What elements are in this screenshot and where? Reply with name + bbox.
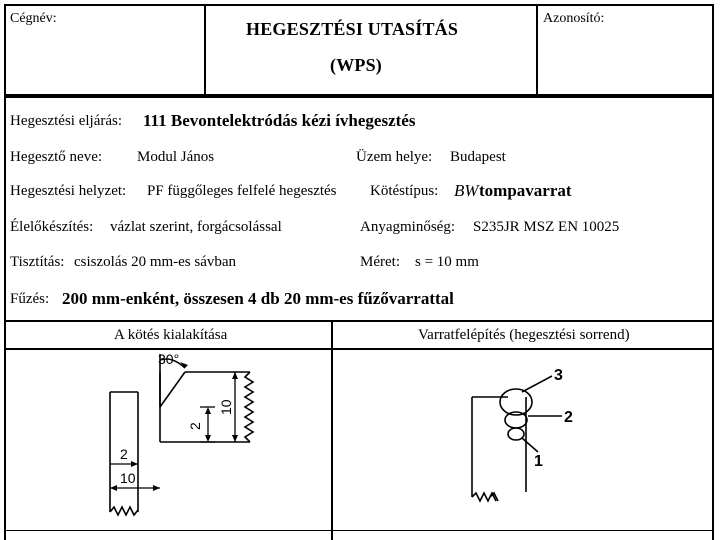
id-label: Azonosító: — [543, 11, 605, 26]
welder-label: Hegesztő neve: — [10, 149, 103, 165]
pass-1-label: 1 — [534, 453, 543, 470]
material-value: S235JR MSZ EN 10025 — [473, 219, 620, 235]
size-label: Méret: — [360, 254, 400, 270]
root-gap-label: 2 — [120, 446, 128, 462]
pass-3-label: 3 — [554, 367, 563, 384]
thickness-label: 10 — [120, 470, 136, 486]
lower-bottom-rule — [4, 530, 714, 531]
weld-sequence-sketch — [460, 352, 660, 527]
document-title-abbrev: (WPS) — [330, 55, 382, 75]
position-label: Hegesztési helyzet: — [10, 183, 127, 199]
tack-value: 200 mm-enként, összesen 4 db 20 mm-es fűzővarrattal — [62, 289, 454, 308]
joint-design-title: A kötés kialakítása — [114, 327, 228, 343]
header-divider-left — [204, 4, 206, 96]
plant-label: Üzem helye: — [356, 149, 433, 165]
joint-design-sketch — [90, 352, 330, 527]
pass-2-label: 2 — [564, 409, 573, 426]
tack-label: Fűzés: — [10, 291, 50, 307]
document-title: HEGESZTÉSI UTASÍTÁS — [246, 19, 459, 39]
size-value: s = 10 mm — [415, 254, 479, 270]
joint-type-label: Kötéstípus: — [370, 183, 439, 199]
weld-sequence-title: Varratfelépítés (hegesztési sorrend) — [418, 327, 630, 343]
joint-type-code: BW — [454, 181, 479, 200]
cleaning-value: csiszolás 20 mm-es sávban — [74, 254, 237, 270]
lower-right-border — [712, 350, 714, 540]
cleaning-label: Tisztítás: — [10, 254, 65, 270]
edge-prep-value: vázlat szerint, forgácsolással — [110, 219, 282, 235]
position-value: PF függőleges felfelé hegesztés — [147, 183, 337, 199]
plant-value: Budapest — [450, 149, 506, 165]
edge-prep-label: Élelőkészítés: — [10, 219, 94, 235]
angle-label: 30° — [158, 352, 180, 367]
bevel-height-label: 10 — [218, 399, 234, 415]
header-frame — [4, 4, 714, 96]
process-label: Hegesztési eljárás: — [10, 113, 123, 129]
lower-left-border — [4, 350, 6, 540]
company-label: Cégnév: — [10, 11, 57, 26]
welder-value: Modul János — [137, 149, 215, 165]
root-face-label: 2 — [187, 422, 203, 430]
joint-type-value: tompavarrat — [479, 181, 572, 200]
material-label: Anyagminőség: — [360, 219, 455, 235]
header-divider-right — [536, 4, 538, 96]
sections-divider — [331, 320, 333, 540]
process-value: 111 Bevontelektródás kézi ívhegesztés — [143, 111, 416, 130]
